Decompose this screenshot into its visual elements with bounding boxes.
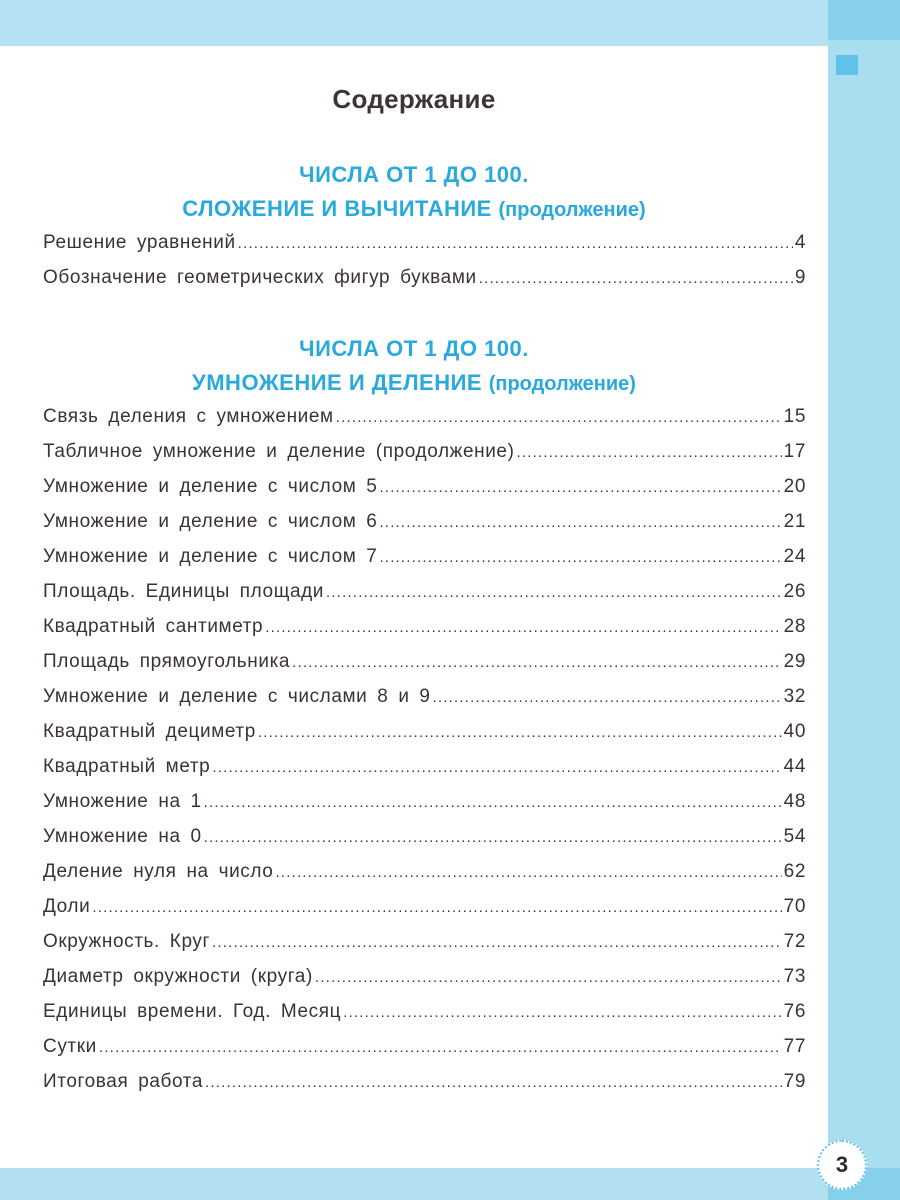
toc-entry-page: 21	[783, 511, 806, 532]
toc-entry[interactable]	[43, 896, 806, 931]
toc-entry-label: Диаметр окружности (круга)	[43, 966, 313, 987]
dot-leader	[99, 1039, 782, 1056]
toc-entry[interactable]	[43, 616, 806, 651]
toc-entry[interactable]	[43, 721, 806, 756]
toc-entry-label: Обозначение геометрических фигур буквами	[43, 267, 477, 288]
toc-entry-page: 9	[794, 267, 806, 288]
dot-leader	[204, 794, 782, 811]
section-heading-sub: (продолжение)	[488, 373, 636, 395]
toc-entry-label: Единицы времени. Год. Месяц	[43, 1001, 342, 1022]
section-heading-line1: ЧИСЛА ОТ 1 ДО 100.	[299, 162, 529, 187]
toc-entry-page: 77	[783, 1036, 806, 1057]
toc-entry[interactable]	[43, 1071, 806, 1106]
toc-entry-label: Решение уравнений	[43, 232, 236, 253]
section-heading-line2	[0, 192, 828, 227]
dot-leader	[379, 479, 781, 496]
toc-entry-label: Умножение и деление с числом 7	[43, 546, 378, 567]
toc-entry-page: 44	[783, 756, 806, 777]
section-heading-sub: (продолжение)	[498, 199, 646, 221]
toc-entry-label: Площадь. Единицы площади	[43, 581, 325, 602]
toc-entry[interactable]	[43, 861, 806, 896]
dot-leader	[433, 689, 782, 706]
toc-entry-page: 40	[783, 721, 806, 742]
toc-entry-page: 32	[783, 686, 806, 707]
toc-entry-label: Табличное умножение и деление (продолжение)	[43, 441, 515, 462]
right-decorative-band	[828, 0, 900, 1200]
toc-entry-page: 48	[783, 791, 806, 812]
toc-entry[interactable]	[43, 756, 806, 791]
dot-leader	[204, 829, 782, 846]
toc-entry-label: Умножение и деление с числом 5	[43, 476, 378, 497]
toc-entry-label: Связь деления с умножением	[43, 406, 334, 427]
toc-entry[interactable]	[43, 686, 806, 721]
toc-entry[interactable]	[43, 581, 806, 616]
toc-entry-label: Умножение и деление с числом 6	[43, 511, 378, 532]
toc-list-section-1	[43, 232, 806, 302]
toc-entry-page: 29	[783, 651, 806, 672]
toc-entry-page: 79	[783, 1071, 806, 1092]
dot-leader	[336, 409, 782, 426]
dot-leader	[92, 899, 781, 916]
toc-entry-label: Итоговая работа	[43, 1071, 204, 1092]
toc-entry[interactable]	[43, 966, 806, 1001]
toc-entry-page: 73	[783, 966, 806, 987]
right-band-top-accent	[828, 0, 900, 40]
toc-entry-page: 15	[783, 406, 806, 427]
toc-entry[interactable]	[43, 546, 806, 581]
contents-page	[0, 46, 828, 1168]
toc-entry[interactable]	[43, 826, 806, 861]
page-number-badge	[817, 1140, 867, 1190]
dot-leader	[379, 549, 781, 566]
toc-entry-page: 17	[783, 441, 806, 462]
toc-entry[interactable]	[43, 232, 806, 267]
toc-entry[interactable]	[43, 1001, 806, 1036]
dot-leader	[379, 514, 781, 531]
dot-leader	[326, 584, 782, 601]
toc-entry-page: 4	[794, 232, 806, 253]
dot-leader	[265, 619, 781, 636]
toc-entry-label: Квадратный метр	[43, 756, 211, 777]
toc-entry-page: 62	[783, 861, 806, 882]
dot-leader	[343, 1004, 782, 1021]
toc-entry[interactable]	[43, 1036, 806, 1071]
dot-leader	[205, 1074, 782, 1091]
toc-entry-label: Деление нуля на число	[43, 861, 274, 882]
toc-entry[interactable]	[43, 651, 806, 686]
dot-leader	[238, 235, 793, 252]
toc-entry-label: Доли	[43, 896, 91, 917]
toc-entry[interactable]	[43, 931, 806, 966]
toc-entry-label: Квадратный дециметр	[43, 721, 256, 742]
toc-entry-label: Площадь прямоугольника	[43, 651, 291, 672]
section-heading-main: УМНОЖЕНИЕ И ДЕЛЕНИЕ	[192, 370, 483, 395]
page-title: Содержание	[332, 84, 496, 114]
toc-entry-page: 70	[783, 896, 806, 917]
toc-entry-page: 72	[783, 931, 806, 952]
bottom-decorative-band	[0, 1168, 900, 1200]
section-heading-multiplication-division	[0, 332, 828, 401]
toc-entry-label: Умножение и деление с числами 8 и 9	[43, 686, 431, 707]
section-heading-addition-subtraction	[0, 158, 828, 227]
toc-entry[interactable]	[43, 791, 806, 826]
page-number: 3	[835, 1152, 849, 1177]
section-heading-main: СЛОЖЕНИЕ И ВЫЧИТАНИЕ	[182, 196, 492, 221]
toc-entry[interactable]	[43, 441, 806, 476]
toc-entry-label: Окружность. Круг	[43, 931, 211, 952]
top-decorative-band	[0, 0, 828, 46]
toc-entry[interactable]	[43, 476, 806, 511]
dot-leader	[479, 270, 793, 287]
toc-list-section-2	[43, 406, 806, 1106]
dot-leader	[275, 864, 781, 881]
dot-leader	[517, 444, 782, 461]
corner-square-marker	[836, 55, 858, 75]
dot-leader	[292, 654, 782, 671]
toc-entry[interactable]	[43, 406, 806, 441]
toc-entry-page: 24	[783, 546, 806, 567]
toc-entry-label: Умножение на 1	[43, 791, 202, 812]
dot-leader	[212, 759, 781, 776]
section-heading-line2	[0, 366, 828, 401]
toc-entry[interactable]	[43, 511, 806, 546]
toc-entry-page: 28	[783, 616, 806, 637]
dot-leader	[258, 724, 782, 741]
toc-entry-page: 76	[783, 1001, 806, 1022]
toc-entry-page: 20	[783, 476, 806, 497]
toc-entry-page: 26	[783, 581, 806, 602]
toc-entry-label: Сутки	[43, 1036, 97, 1057]
toc-entry-label: Умножение на 0	[43, 826, 202, 847]
toc-entry[interactable]	[43, 267, 806, 302]
section-heading-line1: ЧИСЛА ОТ 1 ДО 100.	[299, 336, 529, 361]
dot-leader	[212, 934, 782, 951]
dot-leader	[315, 969, 782, 986]
toc-entry-page: 54	[783, 826, 806, 847]
toc-entry-label: Квадратный сантиметр	[43, 616, 264, 637]
